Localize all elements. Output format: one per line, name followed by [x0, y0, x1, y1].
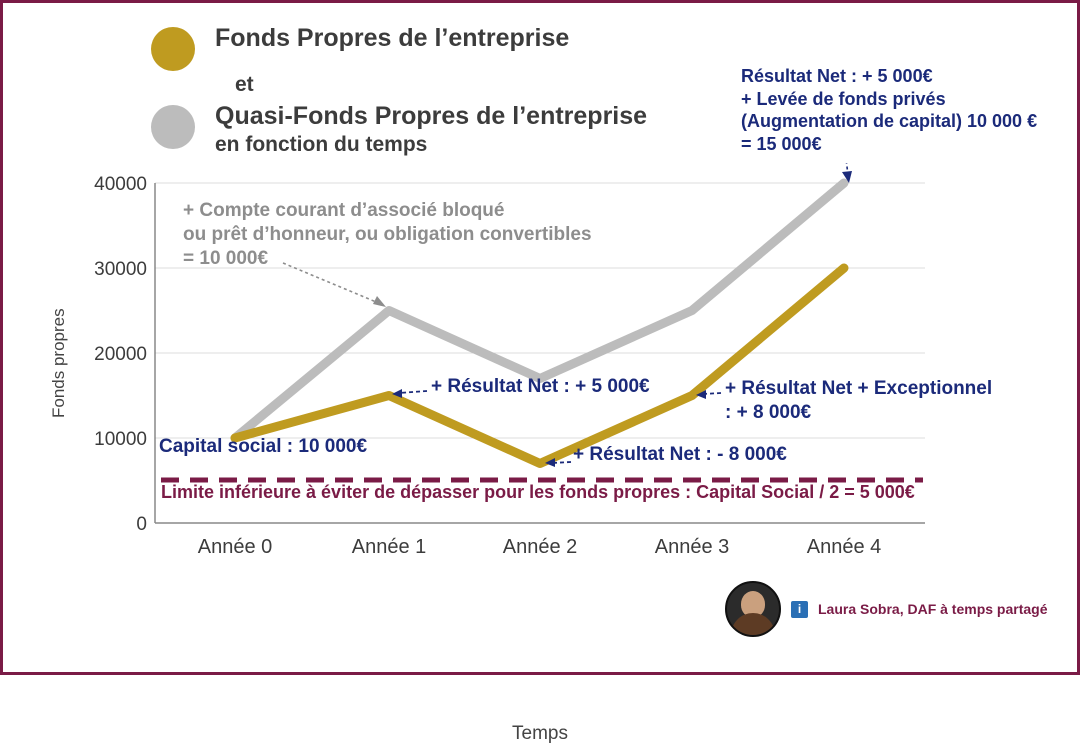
- annotation-line: + Compte courant d’associé bloqué: [183, 200, 505, 221]
- x-axis-label: Temps: [512, 723, 568, 744]
- svg-text:Année 0: Année 0: [197, 536, 273, 558]
- annotation-limite-inferieure: Limite inférieure à éviter de dépasser pour les fonds propres : Capital Social / 2 = 5 000€: [161, 482, 915, 502]
- info-icon: i: [791, 601, 808, 618]
- annotation-compte-courant: [183, 199, 592, 270]
- x-tick-labels: [198, 536, 882, 558]
- svg-text:Année 1: Année 1: [351, 536, 427, 558]
- legend-label-gold: Fonds Propres de l’entreprise: [215, 24, 570, 52]
- avatar: [725, 581, 781, 637]
- legend-and-label: et: [235, 73, 254, 96]
- svg-text:10000: 10000: [94, 429, 147, 450]
- y-axis-label: Fonds propres: [49, 308, 68, 418]
- svg-text:40000: 40000: [94, 174, 147, 195]
- annotation-line: : + 8 000€: [725, 401, 812, 423]
- legend-dot-grey-icon: [151, 105, 195, 149]
- legend-subtitle: en fonction du temps: [215, 132, 428, 156]
- annotation-line: + Levée de fonds privés: [741, 88, 946, 109]
- annotation-resultat-net-exceptionnel: [725, 377, 992, 425]
- svg-text:Année 4: Année 4: [806, 536, 882, 558]
- annotation-resultat-net-levee: [741, 65, 1037, 155]
- annotation-line: (Augmentation de capital) 10 000 €: [741, 111, 1038, 131]
- annotation-line: + Résultat Net + Exceptionnel: [725, 378, 993, 399]
- y-tick-labels: [94, 174, 147, 535]
- annotation-line: = 15 000€: [741, 133, 822, 154]
- svg-text:20000: 20000: [94, 344, 147, 365]
- svg-text:0: 0: [136, 514, 147, 535]
- annotation-line: = 10 000€: [183, 247, 269, 269]
- legend-label-grey: Quasi-Fonds Propres de l’entreprise: [215, 102, 648, 130]
- annotation-resultat-net-moins-8000: + Résultat Net : - 8 000€: [573, 444, 787, 465]
- author-credit: [725, 581, 1048, 637]
- svg-text:Année 2: Année 2: [502, 536, 578, 558]
- annotation-capital-social: Capital social : 10 000€: [159, 436, 368, 457]
- annotation-line: Résultat Net : + 5 000€: [741, 66, 933, 86]
- svg-text:30000: 30000: [94, 259, 147, 280]
- author-name: Laura Sobra, DAF à temps partagé: [818, 601, 1048, 617]
- annotation-resultat-net-5000: + Résultat Net : + 5 000€: [431, 376, 650, 397]
- svg-text:Année 3: Année 3: [654, 536, 730, 558]
- legend-dot-gold-icon: [151, 27, 195, 71]
- annotation-line: ou prêt d’honneur, ou obligation convertibles: [183, 223, 592, 245]
